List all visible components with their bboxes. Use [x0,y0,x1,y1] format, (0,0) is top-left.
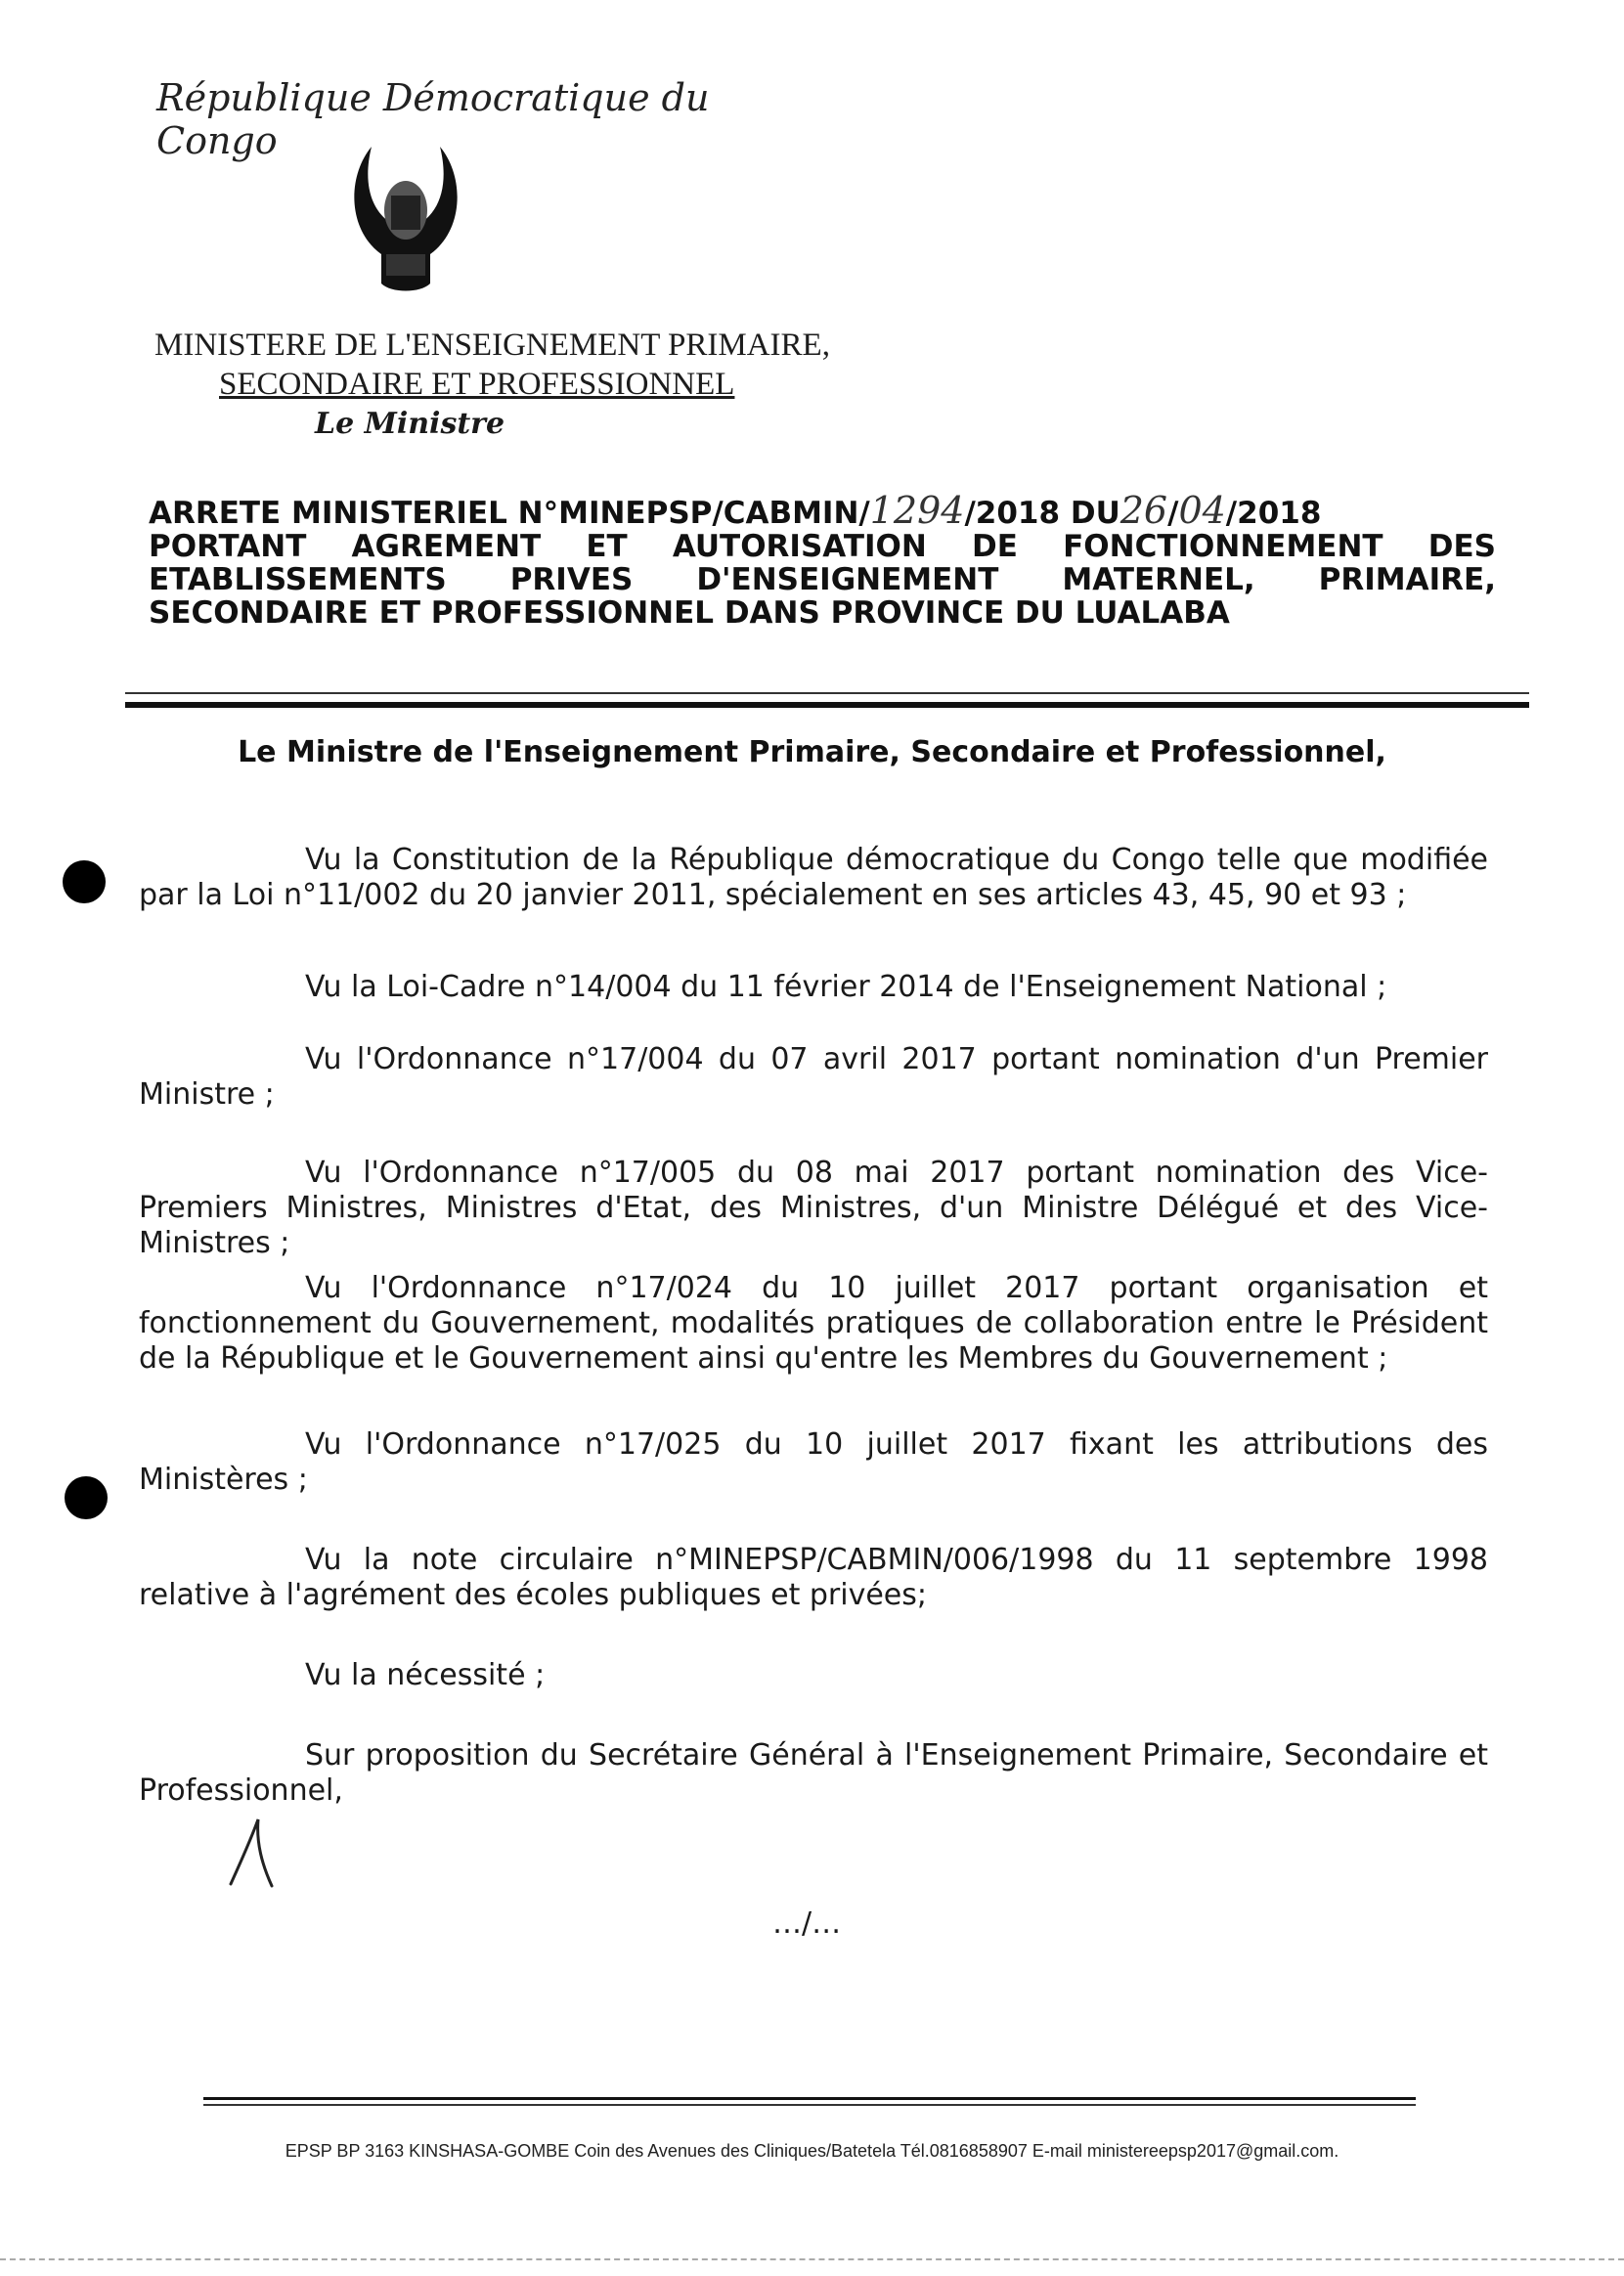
scan-edge [0,2258,1624,2262]
paragraph-constitution: Vu la Constitution de la République démocratique du Congo telle que modifiée par la Loi n°11/002 du 20 janvier 2011, spécialement en ses articles 43, 45, 90 et 93 ; [139,843,1488,912]
handwritten-initial [223,1814,282,1897]
paragraph-loi-cadre: Vu la Loi-Cadre n°14/004 du 11 février 2014 de l'Enseignement National ; [305,970,1387,1004]
issuing-authority: Le Ministre de l'Enseignement Primaire, Secondaire et Professionnel, [238,735,1386,769]
footer-address: EPSP BP 3163 KINSHASA-GOMBE Coin des Avenues des Cliniques/Batetela Tél.0816858907 E-mail ministereepsp2017@gmail.com. [285,2141,1339,2161]
decree-date-separator: / [1167,496,1179,531]
page-continuation-mark: …/… [772,1906,842,1941]
coat-of-arms-emblem [342,137,469,308]
decree-reference [149,489,1496,532]
paragraph-ordonnance-004: Vu l'Ordonnance n°17/004 du 07 avril 2017 portant nomination d'un Premier Ministre ; [139,1042,1488,1112]
footer-divider [203,2097,1416,2100]
footer-divider-thin [203,2104,1416,2106]
punch-hole [65,1476,108,1519]
decree-ref-mid: /2018 DU [964,496,1120,531]
paragraph-necessite: Vu la nécessité ; [305,1658,546,1692]
ministry-line-2: SECONDAIRE ET PROFESSIONNEL [219,367,735,402]
decree-month: 04 [1178,489,1226,532]
decree-number: 1294 [869,489,965,532]
ministry-line-1: MINISTERE DE L'ENSEIGNEMENT PRIMAIRE, [154,328,830,363]
paragraph-ordonnance-005: Vu l'Ordonnance n°17/005 du 08 mai 2017 portant nomination des Vice-Premiers Ministres, Ministres d'Etat, des Ministres, d'un Ministre Délégué et des Vice-Ministres ; [139,1156,1488,1260]
decree-title: PORTANT AGREMENT ET AUTORISATION DE FONCTIONNEMENT DES ETABLISSEMENTS PRIVES D'ENSEIGNEMENT MATERNEL, PRIMAIRE, SECONDAIRE ET PROFESSIONNEL DANS PROVINCE DU LUALABA [149,529,1496,631]
paragraph-ordonnance-025: Vu l'Ordonnance n°17/025 du 10 juillet 2017 fixant les attributions des Ministères ; [139,1427,1488,1497]
decree-heading [149,489,1496,631]
decree-day: 26 [1119,489,1168,532]
ministry-name [154,326,830,404]
minister-label: Le Ministre [315,407,505,441]
header-divider-thin [125,692,1529,694]
decree-ref-prefix: ARRETE MINISTERIEL N°MINEPSP/CABMIN/ [149,496,870,531]
header-divider [125,702,1529,708]
paragraph-proposition: Sur proposition du Secrétaire Général à l'Enseignement Primaire, Secondaire et Professionnel, [139,1738,1488,1808]
paragraph-ordonnance-024: Vu l'Ordonnance n°17/024 du 10 juillet 2017 portant organisation et fonctionnement du Gouvernement, modalités pratiques de collaboration entre le Président de la République et le Gouvernement ainsi qu'entre les Membres du Gouvernement ; [139,1271,1488,1376]
punch-hole [63,860,106,903]
paragraph-note-circulaire: Vu la note circulaire n°MINEPSP/CABMIN/006/1998 du 11 septembre 1998 relative à l'agrément des écoles publiques et privées; [139,1543,1488,1612]
decree-year: /2018 [1225,496,1322,531]
country-name: République Démocratique du Congo [156,76,710,162]
